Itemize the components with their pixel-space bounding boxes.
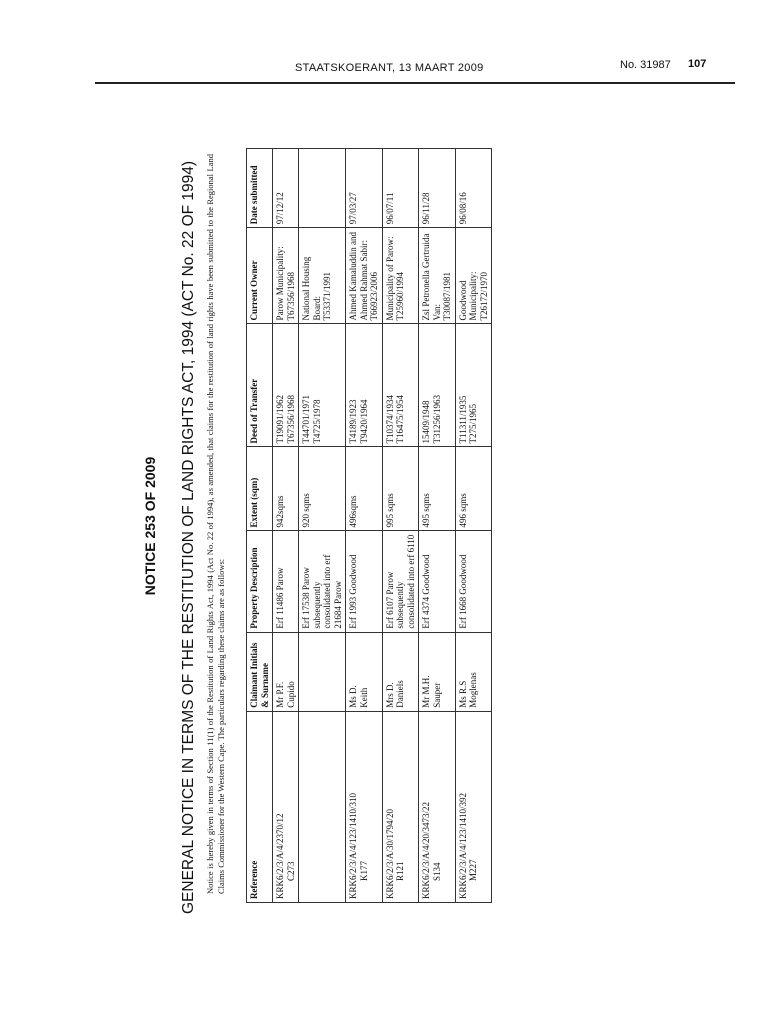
- cell-deed-deed-2: T275/1965: [468, 403, 478, 444]
- cell-owner: [299, 228, 346, 324]
- cell-reference-ref-sub: S134: [431, 862, 442, 881]
- cell-reference: [273, 711, 299, 902]
- table-row: [382, 149, 419, 903]
- cell-deed-deed-1: T11311/1935: [457, 395, 468, 444]
- cell-reference-ref-code: KRK6/2/3/A/4/123/1410/310: [348, 792, 358, 899]
- cell-claimant-claimant-2: Sauper: [431, 682, 442, 708]
- cell-owner-owner-1: Goodwood Municipality:: [457, 271, 478, 321]
- cell-property-property-1: Erf 11486 Parow: [275, 567, 285, 629]
- cell-owner-owner-1: Ahmed Kamaluddin and Ahmed Rahmat Sabir:: [348, 231, 369, 321]
- cell-reference: [299, 711, 346, 902]
- cell-deed-deed-2: T16475/1954: [395, 394, 405, 444]
- cell-reference: [419, 711, 456, 902]
- table-row: [455, 149, 492, 903]
- notice-number: NOTICE 253 OF 2009: [142, 456, 158, 596]
- notice-title: GENERAL NOTICE IN TERMS OF THE RESTITUTION OF LAND RIGHTS ACT, 1994 (ACT No. 22 OF 1994): [180, 160, 197, 914]
- header-extent: Extent (sqm): [247, 447, 273, 531]
- cell-extent-extent-1: 496sqms: [348, 495, 358, 528]
- cell-property: [419, 531, 456, 632]
- cell-deed-deed-2: T67356/1968: [285, 394, 296, 444]
- header-claimant: Claimant Initials & Surname: [247, 632, 273, 711]
- cell-property-property-1: Erf 1668 Goodwood: [457, 554, 468, 629]
- cell-extent-extent-1: 496 sqms: [457, 493, 468, 528]
- cell-date-date: 96/07/11: [384, 192, 395, 225]
- cell-deed-deed-1: T10374/1934: [384, 394, 395, 444]
- cell-property-property-1: Erf 1993 Goodwood: [348, 554, 358, 629]
- cell-owner-owner-2: T30087/1981: [442, 271, 452, 321]
- cell-date-date: 97/12/12: [275, 192, 285, 225]
- cell-claimant-claimant-1: Ms D.: [348, 685, 358, 708]
- cell-reference-ref-code: KRK6/2/3/A/30/1794/20: [384, 808, 395, 899]
- cell-property-property-1: Erf 17538 Parow subsequently consolidated into erf 21684 Parow: [301, 554, 343, 629]
- claims-table: [246, 148, 492, 903]
- header-reference: Reference: [247, 711, 273, 902]
- cell-claimant-claimant-2: Daniels: [395, 680, 405, 708]
- cell-reference: [382, 711, 419, 902]
- cell-deed-deed-1: T44701/1971: [301, 394, 311, 444]
- table-header-row: [247, 149, 273, 903]
- cell-date: [299, 149, 346, 228]
- cell-property: [346, 531, 383, 632]
- cell-reference-ref-sub: R121: [395, 861, 405, 881]
- cell-claimant-claimant-2: Keith: [358, 687, 369, 708]
- cell-property: [299, 531, 346, 632]
- cell-owner-owner-2: T26172/1970: [478, 271, 489, 321]
- cell-claimant-claimant-1: Ms R.S: [457, 680, 468, 708]
- gazette-title: STAATSKOERANT, 13 MAART 2009: [295, 62, 484, 74]
- cell-claimant-claimant-1: Mrs D.: [384, 682, 395, 708]
- header-owner: Current Owner: [247, 228, 273, 324]
- cell-claimant: [273, 632, 299, 711]
- gazette-number: No. 31987: [620, 59, 671, 71]
- cell-extent: [299, 447, 346, 531]
- cell-deed: [382, 324, 419, 447]
- cell-date: [382, 149, 419, 228]
- cell-property: [382, 531, 419, 632]
- cell-date: [419, 149, 456, 228]
- cell-claimant: [455, 632, 492, 711]
- cell-extent-extent-1: 995 sqms: [384, 493, 395, 528]
- cell-property: [273, 531, 299, 632]
- cell-claimant-claimant-1: Mr P.F.: [275, 681, 285, 708]
- cell-owner: [419, 228, 456, 324]
- cell-deed-deed-2: T4725/1978: [311, 399, 322, 444]
- cell-reference: [455, 711, 492, 902]
- cell-extent-extent-1: 920 sqms: [301, 493, 311, 528]
- cell-deed: [419, 324, 456, 447]
- cell-reference-ref-sub: C273: [285, 861, 296, 881]
- cell-owner-owner-2: T53371/1991: [322, 271, 332, 321]
- cell-extent-extent-1: 495 sqms: [421, 493, 431, 528]
- cell-deed: [273, 324, 299, 447]
- cell-reference-ref-code: KRK6/2/3/A/4/20/3473/22: [421, 801, 431, 899]
- cell-date-date: 97/03/27: [348, 192, 358, 225]
- cell-reference: [346, 711, 383, 902]
- cell-owner: [273, 228, 299, 324]
- cell-deed-deed-1: 15409/1948: [421, 400, 431, 444]
- cell-owner-owner-1: Municipality of Parow:: [384, 236, 395, 321]
- cell-owner-owner-1: National Housing Board:: [301, 256, 322, 321]
- header-property: Property Description: [247, 531, 273, 632]
- cell-date-date: 96/08/16: [457, 192, 468, 225]
- table-row: [273, 149, 299, 903]
- cell-owner-owner-2: T67356/1968: [285, 271, 296, 321]
- cell-extent: [346, 447, 383, 531]
- cell-extent-extent-1: 942sqms: [275, 495, 285, 528]
- cell-deed: [299, 324, 346, 447]
- cell-reference-ref-code: KRK6/2/3/A/4/123/1410/392: [457, 792, 468, 899]
- cell-extent: [273, 447, 299, 531]
- cell-claimant: [419, 632, 456, 711]
- cell-reference-ref-code: KRK6/2/3/A/4/2370/12: [275, 813, 285, 899]
- cell-deed: [455, 324, 492, 447]
- cell-date: [346, 149, 383, 228]
- cell-deed-deed-1: T19091/1962: [275, 394, 285, 444]
- cell-property: [455, 531, 492, 632]
- cell-extent: [382, 447, 419, 531]
- cell-deed: [346, 324, 383, 447]
- cell-date-date: 96/11/28: [421, 192, 431, 225]
- cell-deed-deed-2: T9420/1964: [358, 399, 369, 444]
- cell-owner-owner-2: T25960/1994: [395, 271, 405, 321]
- claims-table-body: [273, 149, 492, 903]
- cell-owner-owner-1: Parow Municipality:: [275, 246, 285, 321]
- cell-extent: [419, 447, 456, 531]
- cell-claimant: [346, 632, 383, 711]
- cell-owner-owner-2: T66923/2006: [369, 271, 379, 321]
- cell-date: [455, 149, 492, 228]
- cell-claimant-claimant-1: Mr M.H.: [421, 675, 431, 708]
- cell-owner: [346, 228, 383, 324]
- cell-owner: [455, 228, 492, 324]
- cell-claimant-claimant-2: Moglenas: [468, 672, 478, 708]
- table-row: [346, 149, 383, 903]
- page-number: 107: [688, 58, 707, 70]
- cell-reference-ref-sub: K177: [358, 861, 369, 881]
- cell-extent: [455, 447, 492, 531]
- cell-claimant: [382, 632, 419, 711]
- cell-deed-deed-1: T4189/1923: [348, 399, 358, 444]
- cell-owner-owner-1: Zsl Petronella Gertruida Van:: [421, 233, 442, 321]
- cell-property-property-1: Erf 6107 Parow subsequently consolidated into erf 6110: [384, 534, 416, 629]
- table-row: [299, 149, 346, 903]
- header-date: Date submitted: [247, 149, 273, 228]
- cell-date: [273, 149, 299, 228]
- cell-reference-ref-sub: M227: [468, 859, 478, 881]
- cell-claimant: [299, 632, 346, 711]
- notice-intro: Notice is hereby given in terms of Section 11(1) of the Restitution of Land Rights Act, 1994 (Act No. 22 of 1994), as amended, that claims for the restitution of land rights have been submitted to the Regional Land Claims Commissioner for the Western Cape. The particulars regarding these claims are as follows:: [205, 154, 226, 894]
- cell-property-property-1: Erf 4374 Goodwood: [421, 554, 431, 629]
- cell-claimant-claimant-2: Cupido: [285, 681, 296, 708]
- cell-deed-deed-2: T31256/1963: [431, 394, 442, 444]
- cell-owner: [382, 228, 419, 324]
- table-row: [419, 149, 456, 903]
- header-deed: Deed of Transfer: [247, 324, 273, 447]
